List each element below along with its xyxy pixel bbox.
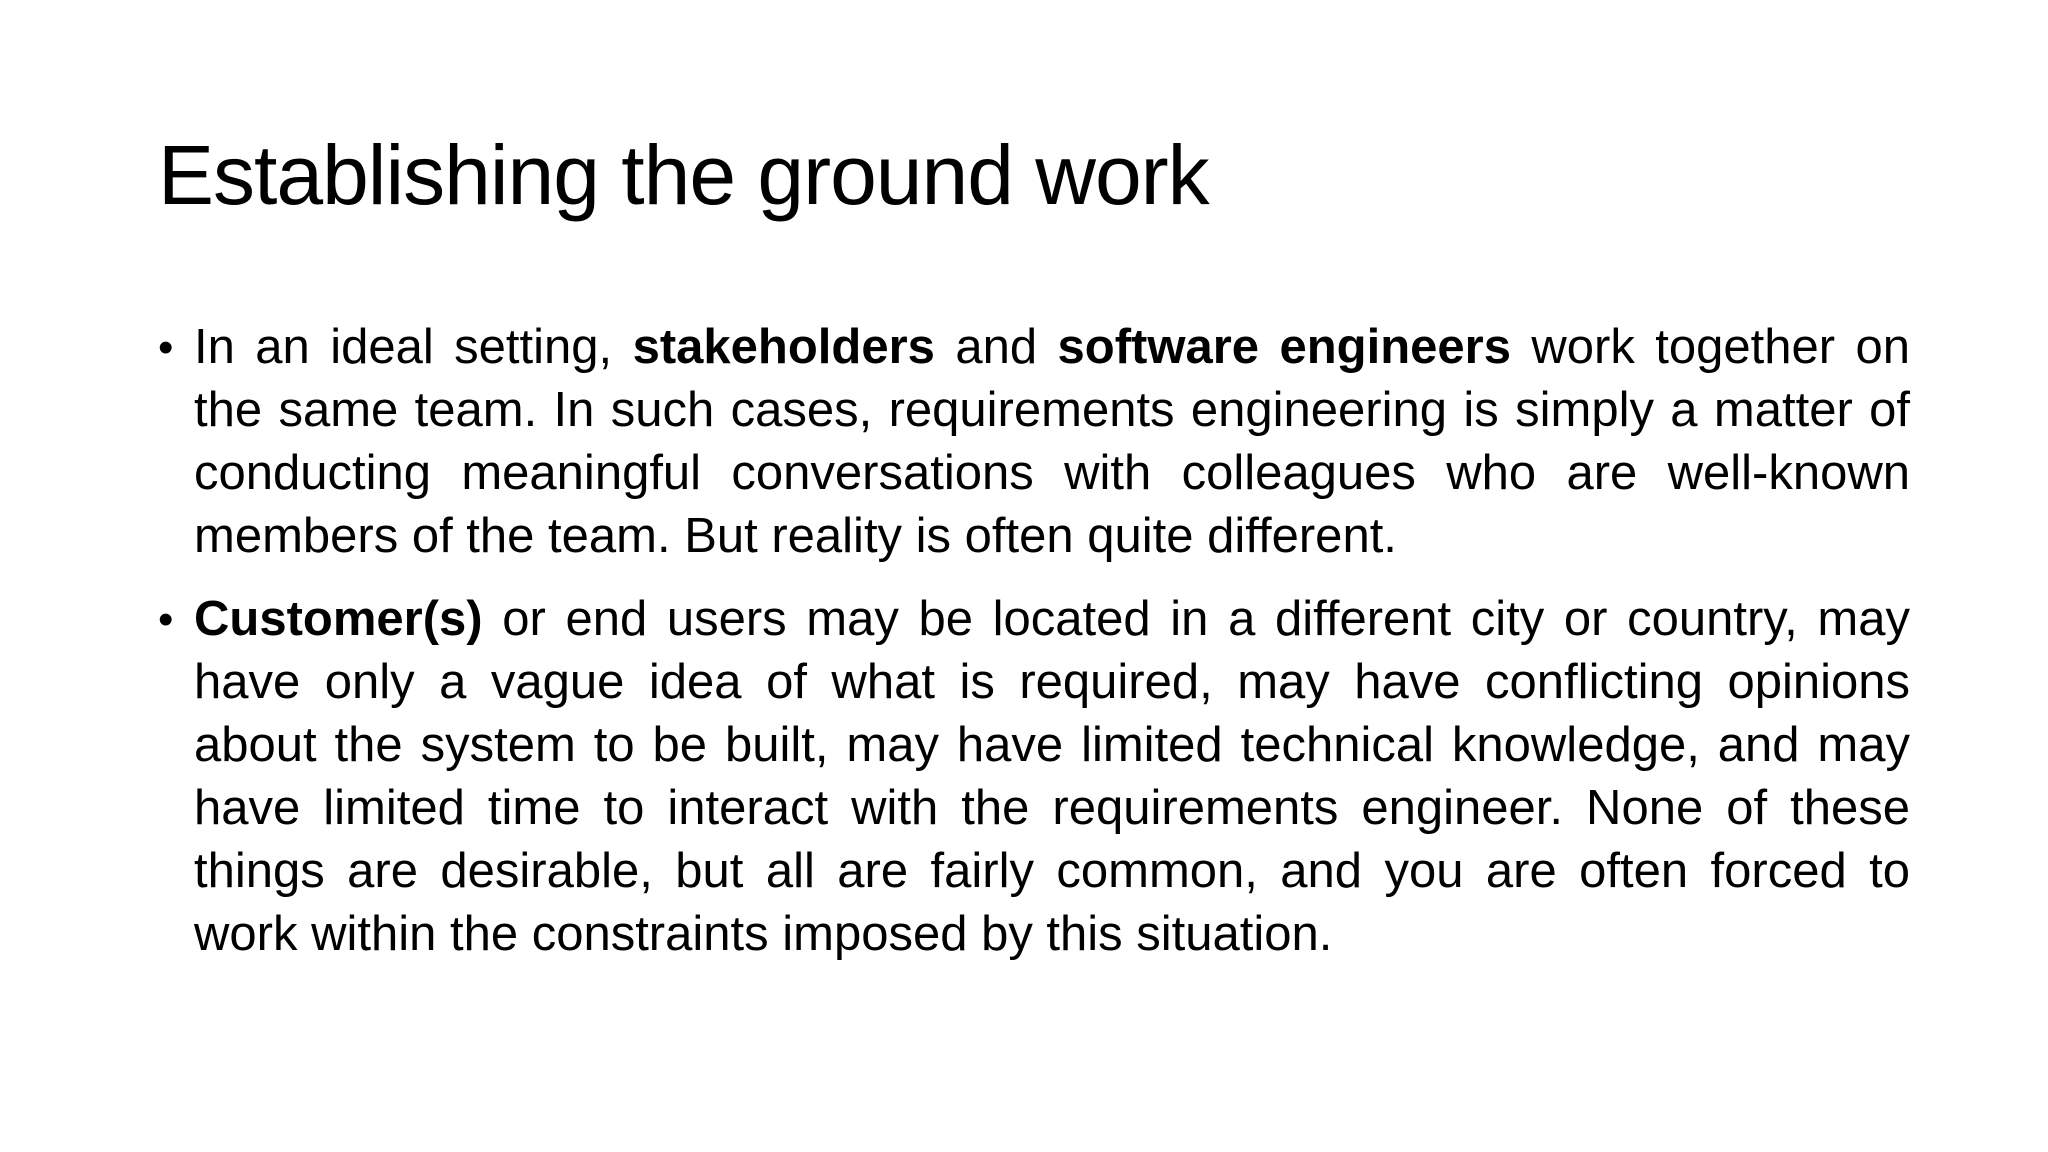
bullet-list <box>158 316 1910 986</box>
bullet-1-text-c: work together on the same team. In such cases, requirements engineering is simply a matter of conducting meaningful conversations with colleagues who are well-known members of the team. But reality is often quite different. <box>194 320 1910 563</box>
bullet-1-bold-software-engineers: software engineers <box>1057 320 1511 374</box>
bullet-2-text: or end users may be located in a different city or country, may have only a vague idea of what is required, may have conflicting opinions about the system to be built, may have limited technical knowledge, and may have limited time to interact with the requirements engineer. None of these things are desirable, but all are fairly common, and you are often forced to work within the constraints imposed by this situation. <box>194 592 1910 961</box>
bullet-1-text-a: In an ideal setting, <box>194 320 633 374</box>
bullet-1-bold-stakeholders: stakeholders <box>632 320 935 374</box>
bullet-item-2 <box>158 588 1910 966</box>
bullet-2-bold-customers: Customer(s) <box>194 592 483 646</box>
bullet-marker: • <box>158 595 174 644</box>
bullet-marker: • <box>158 323 174 372</box>
bullet-item-1 <box>158 316 1910 568</box>
bullet-1-text-b: and <box>934 320 1058 374</box>
slide-title: Establishing the ground work <box>158 128 1209 222</box>
